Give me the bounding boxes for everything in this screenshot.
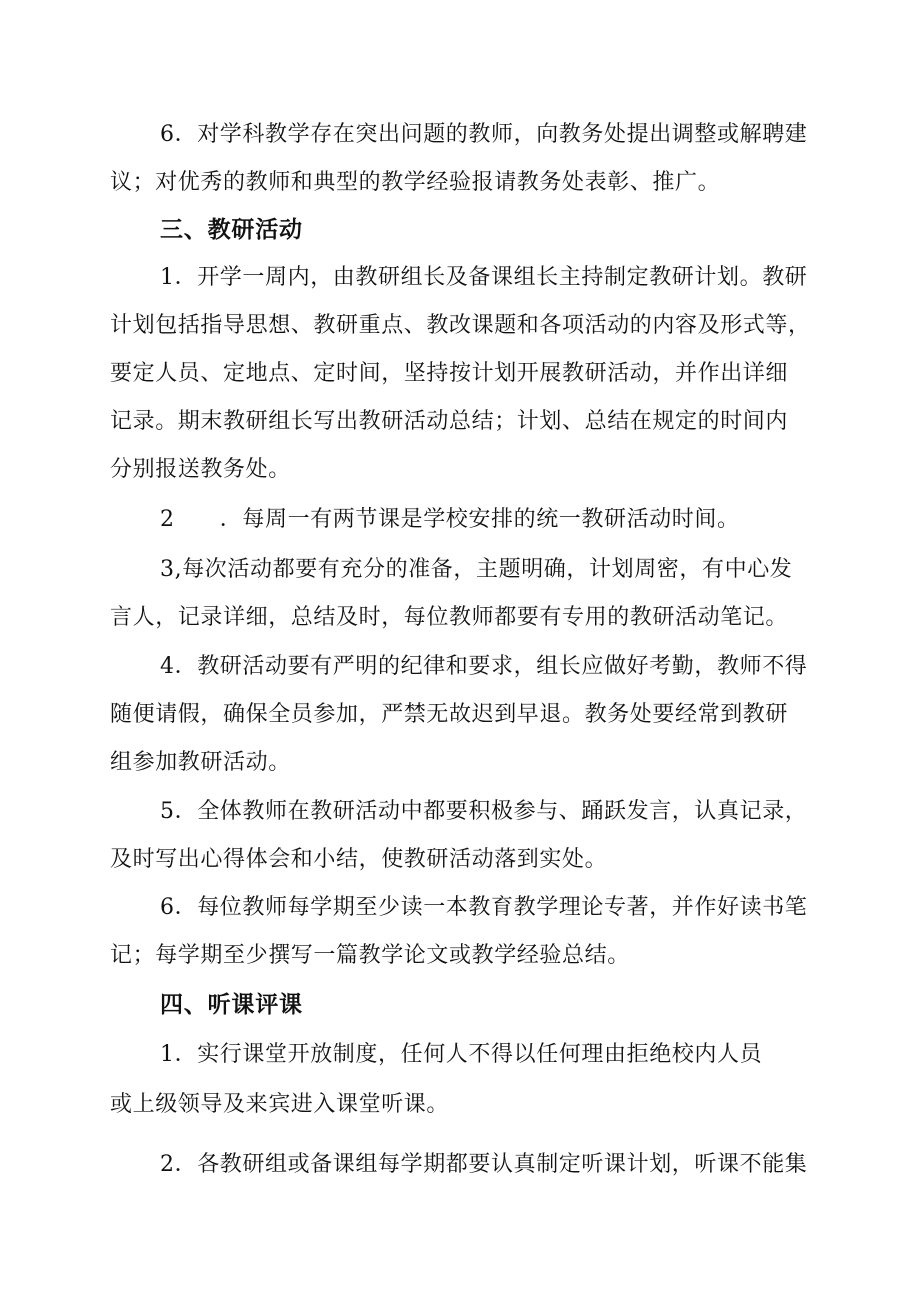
paragraph-line: 6．每位教师每学期至少读一本教育教学理论专著，并作好读书笔 [160, 895, 808, 920]
paragraph-line: 2．各教研组或备课组每学期都要认真制定听课计划，听课不能集 [160, 1152, 808, 1177]
section-heading: 四、听课评课 [160, 992, 303, 1018]
paragraph-line: 计划包括指导思想、教研重点、教改课题和各项活动的内容及形式等， [110, 313, 811, 338]
paragraph-line: 4．教研活动要有严明的纪律和要求，组长应做好考勤，教师不得 [160, 654, 808, 679]
paragraph-line: 6．对学科教学存在突出问题的教师，向教务处提出调整或解聘建 [160, 122, 808, 147]
paragraph-line: 组参加教研活动。 [110, 750, 291, 775]
section-heading: 三、教研活动 [160, 217, 303, 243]
paragraph-line: 1．实行课堂开放制度，任何人不得以任何理由拒绝校内人员 [160, 1042, 763, 1067]
paragraph-line: 1．开学一周内，由教研组长及备课组长主持制定教研计划。教研 [160, 265, 808, 290]
paragraph-line: 或上级领导及来宾进入课堂听课。 [110, 1092, 450, 1117]
paragraph-line: 要定人员、定地点、定时间，坚持按计划开展教研活动，并作出详细 [110, 361, 789, 386]
paragraph-line: 及时写出心得体会和小结，使教研活动落到实处。 [110, 847, 608, 872]
paragraph-line: 5．全体教师在教研活动中都要积极参与、踊跃发言，认真记录， [160, 799, 808, 824]
paragraph-line: 言人，记录详细，总结及时，每位教师都要有专用的教研活动笔记。 [110, 605, 789, 630]
paragraph-line: 记；每学期至少撰写一篇教学论文或教学经验总结。 [110, 943, 630, 968]
paragraph-line: 2 ．每周一有两节课是学校安排的统一教研活动时间。 [160, 507, 740, 532]
paragraph-line: 随便请假，确保全员参加，严禁无故迟到早退。教务处要经常到教研 [110, 702, 789, 727]
paragraph-line: 3,每次活动都要有充分的准备，主题明确，计划周密，有中心发 [160, 557, 793, 582]
paragraph-line: 分别报送教务处。 [110, 457, 291, 482]
paragraph-line: 议；对优秀的教师和典型的教学经验报请教务处表彰、推广。 [110, 170, 721, 195]
paragraph-line: 记录。期末教研组长写出教研活动总结；计划、总结在规定的时间内 [110, 409, 789, 434]
